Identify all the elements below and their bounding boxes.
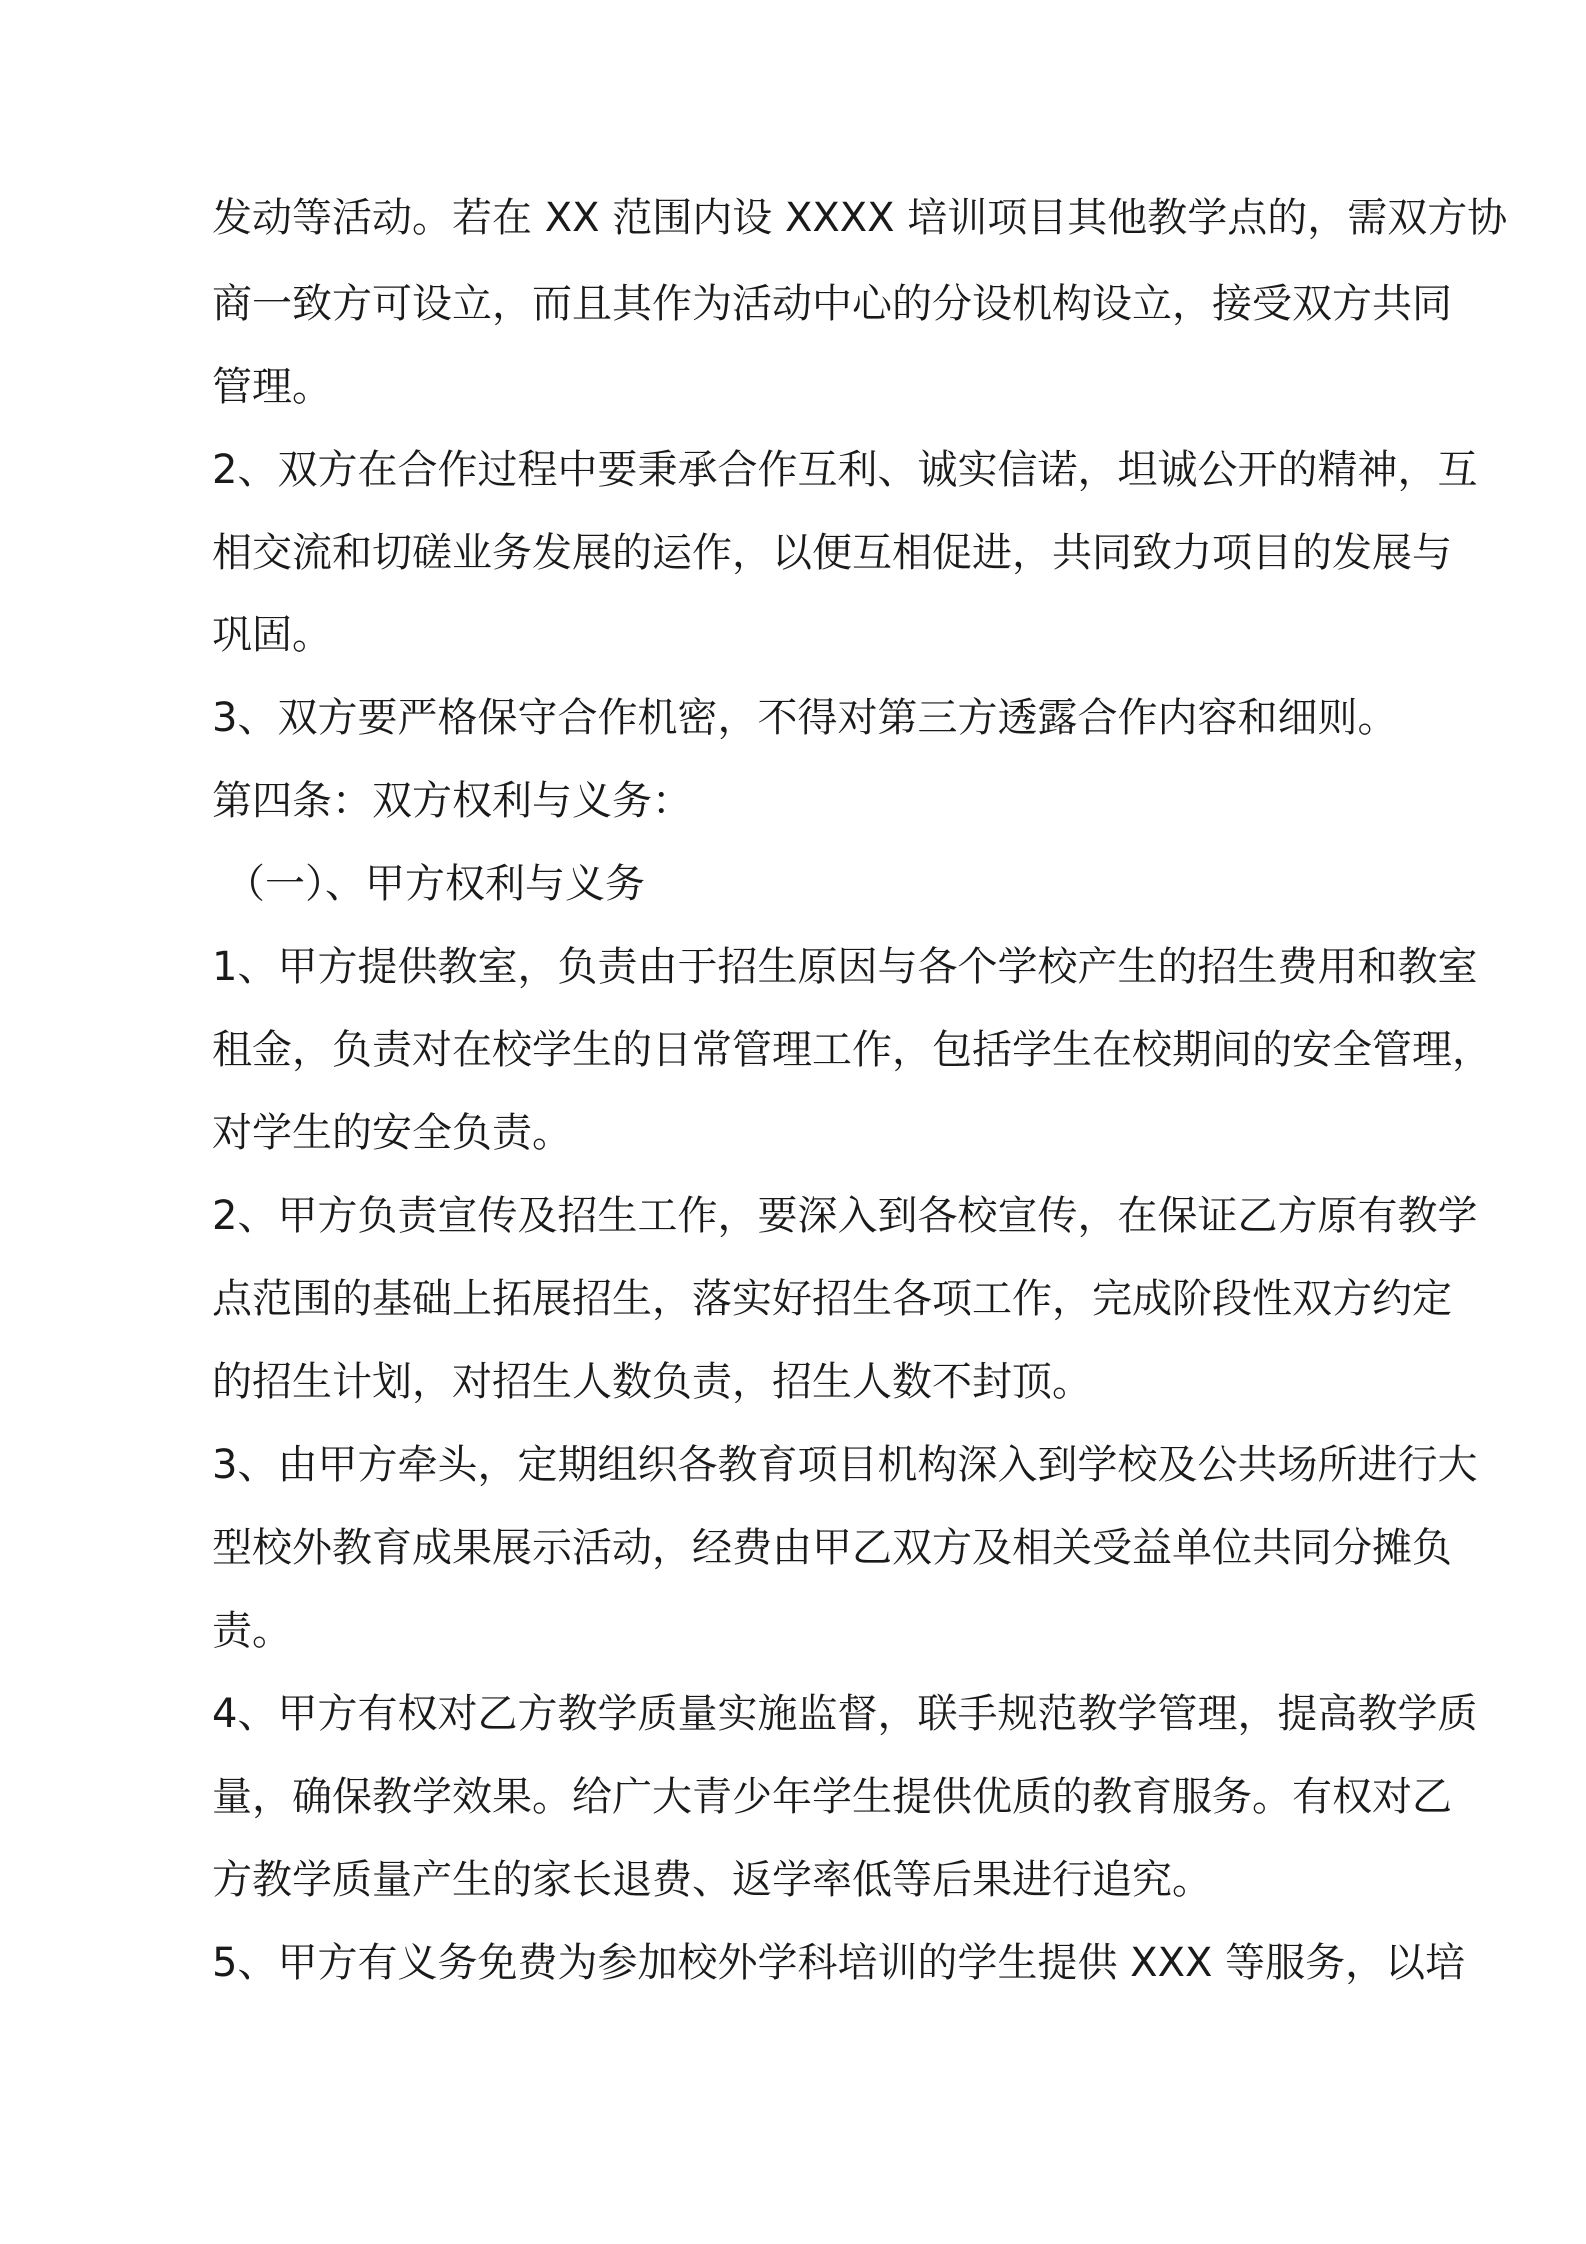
- text-line: 的招生计划，对招生人数负责，招生人数不封顶。: [212, 1359, 1092, 1405]
- text-line: 1、甲方提供教室，负责由于招生原因与各个学校产生的招生费用和教室: [212, 944, 1478, 990]
- text-line: 责。: [212, 1608, 292, 1654]
- text-line: 管理。: [212, 364, 332, 410]
- subsection-heading: （一）、甲方权利与义务: [225, 861, 645, 907]
- text-line: 3、双方要严格保守合作机密，不得对第三方透露合作内容和细则。: [212, 695, 1398, 741]
- text-line: 2、双方在合作过程中要秉承合作互利、诚实信诺，坦诚公开的精神，互: [212, 447, 1478, 493]
- text-line: 对学生的安全负责。: [212, 1110, 572, 1156]
- text-line: 租金，负责对在校学生的日常管理工作，包括学生在校期间的安全管理，: [212, 1027, 1492, 1073]
- text-line: 点范围的基础上拓展招生，落实好招生各项工作，完成阶段性双方约定: [212, 1276, 1452, 1322]
- text-line: 量，确保教学效果。给广大青少年学生提供优质的教育服务。有权对乙: [212, 1774, 1452, 1820]
- text-line: 发动等活动。若在 XX 范围内设 XXXX 培训项目其他教学点的，需双方协: [212, 195, 1508, 241]
- text-line: 5、甲方有义务免费为参加校外学科培训的学生提供 XXX 等服务，以培: [212, 1940, 1466, 1986]
- text-line: 3、由甲方牵头，定期组织各教育项目机构深入到学校及公共场所进行大: [212, 1442, 1478, 1488]
- text-line: 2、甲方负责宣传及招生工作，要深入到各校宣传，在保证乙方原有教学: [212, 1193, 1478, 1239]
- text-line: 4、甲方有权对乙方教学质量实施监督，联手规范教学管理，提高教学质: [212, 1691, 1478, 1737]
- text-line: 方教学质量产生的家长退费、返学率低等后果进行追究。: [212, 1857, 1212, 1903]
- text-line: 巩固。: [212, 612, 332, 658]
- section-heading: 第四条：双方权利与义务：: [212, 778, 692, 824]
- text-line: 相交流和切磋业务发展的运作，以便互相促进，共同致力项目的发展与: [212, 530, 1452, 576]
- text-line: 型校外教育成果展示活动，经费由甲乙双方及相关受益单位共同分摊负: [212, 1525, 1452, 1571]
- text-line: 商一致方可设立，而且其作为活动中心的分设机构设立，接受双方共同: [212, 281, 1452, 327]
